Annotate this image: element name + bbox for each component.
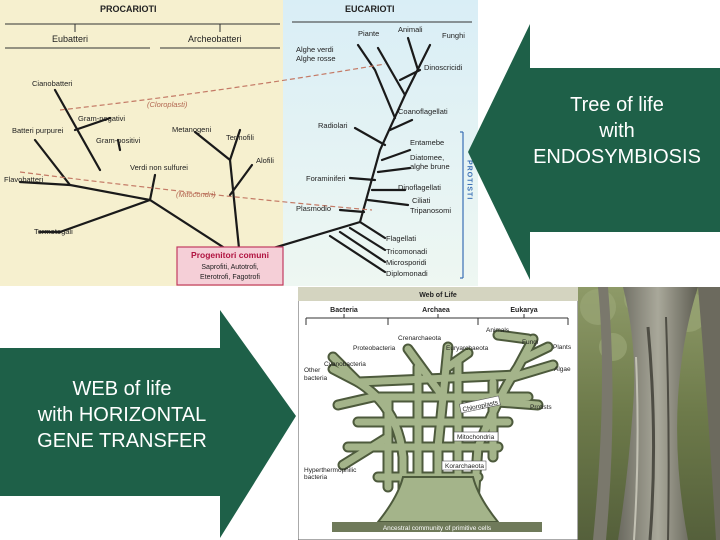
- euryarchaeota-label: Euryarchaeota: [446, 345, 489, 352]
- diplomonadi-label: Diplomonadi: [386, 269, 428, 278]
- entamebe-label: Entamebe: [410, 138, 445, 147]
- hyperthermophilic-label-2: bacteria: [304, 474, 328, 481]
- banyan-tree-photo: [578, 287, 720, 540]
- termotogali-label: Termotogali: [34, 227, 73, 236]
- diatomee-label: Diatomee,: [410, 153, 445, 162]
- mitocondri-label: (Mitocondri): [176, 190, 216, 199]
- protisti-label: PROTISTI: [465, 160, 473, 201]
- flavobatteri-label: Flavobatteri: [4, 175, 44, 184]
- alofili-label: Alofili: [256, 156, 274, 165]
- ancestral-community-label: Ancestral community of primitive cells: [382, 525, 492, 532]
- flagellati-label: Flagellati: [386, 234, 417, 243]
- gram-negativi-label: Gram-negativi: [78, 114, 126, 123]
- coanoflagellati-label: Coanoflagellati: [398, 107, 448, 116]
- other-bacteria-label-2: bacteria: [304, 375, 328, 382]
- progenitori-comuni-box: [177, 247, 283, 285]
- algae-label: Algae: [554, 366, 571, 373]
- horizontal-gene-transfer-arrow-text: WEB of life with HORIZONTAL GENE TRANSFER: [37, 378, 207, 452]
- funghi-label: Funghi: [442, 31, 465, 40]
- procarioti-header: PROCARIOTI: [100, 4, 157, 14]
- plants-label: Plants: [553, 344, 572, 351]
- batteri-purpurei-label: Batteri purpurei: [12, 126, 64, 135]
- alghe-brune-label: alghe brune: [410, 162, 450, 171]
- termofili-label: Termofili: [226, 133, 254, 142]
- dinoscricidi-label: Dinoscricidi: [424, 63, 463, 72]
- metanogeni-label: Metanogeni: [172, 125, 212, 134]
- alghe-rosse-label: Alghe rosse: [296, 54, 336, 63]
- fungi-label: Fungi: [522, 339, 539, 346]
- plasmodio-label: Plasmodio: [296, 204, 332, 213]
- foraminiferi-label: Foraminiferi: [306, 174, 346, 183]
- endosymbiosis-arrow-text: Tree of life with ENDOSYMBIOSIS: [533, 94, 701, 168]
- eucarioti-header: EUCARIOTI: [345, 4, 395, 14]
- eubatteri-label: Eubatteri: [52, 34, 89, 44]
- animals-label: Animals: [486, 327, 510, 334]
- cloroplasti-label: (Cloroplasti): [147, 100, 188, 109]
- chloroplasts-label: Chloroplasts: [461, 399, 499, 414]
- progenitori-line-1: Saprofiti, Autotrofi,: [201, 264, 259, 271]
- tricomonadi-label: Tricomonadi: [386, 247, 427, 256]
- verdi-non-sulfurei-label: Verdi non sulfurei: [130, 163, 188, 172]
- tree-of-life-diagram: [0, 0, 478, 286]
- other-bacteria-label-1: Other: [304, 367, 321, 374]
- radiolari-label: Radiolari: [318, 121, 348, 130]
- progenitori-line-2: Eterotrofi, Fagotrofi: [200, 274, 260, 281]
- cyanobacteria-label: Cyanobacteria: [324, 361, 366, 368]
- protists-label: Protists: [530, 404, 552, 411]
- proteobacteria-label: Proteobacteria: [353, 345, 396, 352]
- microsporidi-label: Microsporidi: [386, 258, 427, 267]
- domain-eukarya: Eukarya: [510, 307, 538, 314]
- tripanosomi-label: Tripanosomi: [410, 206, 451, 215]
- korarchaeota-label: Korarchaeota: [445, 463, 485, 470]
- alghe-verdi-label: Alghe verdi: [296, 45, 334, 54]
- cianobatteri-label: Cianobatteri: [32, 79, 73, 88]
- archeobatteri-label: Archeobatteri: [188, 34, 242, 44]
- mitochondria-label: Mitochondria: [457, 434, 495, 441]
- piante-label: Piante: [358, 29, 380, 38]
- domain-bacteria: Bacteria: [330, 307, 358, 314]
- hyperthermophilic-label-1: Hyperthermophilic: [304, 467, 357, 474]
- gram-positivi-label: Gram-positivi: [96, 136, 141, 145]
- domain-archaea: Archaea: [422, 307, 450, 314]
- crenarchaeota-label: Crenarchaeota: [398, 335, 441, 342]
- animali-label: Animali: [398, 25, 423, 34]
- ciliati-label: Ciliati: [412, 196, 431, 205]
- web-of-life-title: Web of Life: [419, 292, 457, 299]
- progenitori-comuni-title: Progenitori comuni: [191, 250, 269, 260]
- web-of-life-diagram: [298, 287, 578, 540]
- dinoflagellati-label: Dinoflagellati: [398, 183, 441, 192]
